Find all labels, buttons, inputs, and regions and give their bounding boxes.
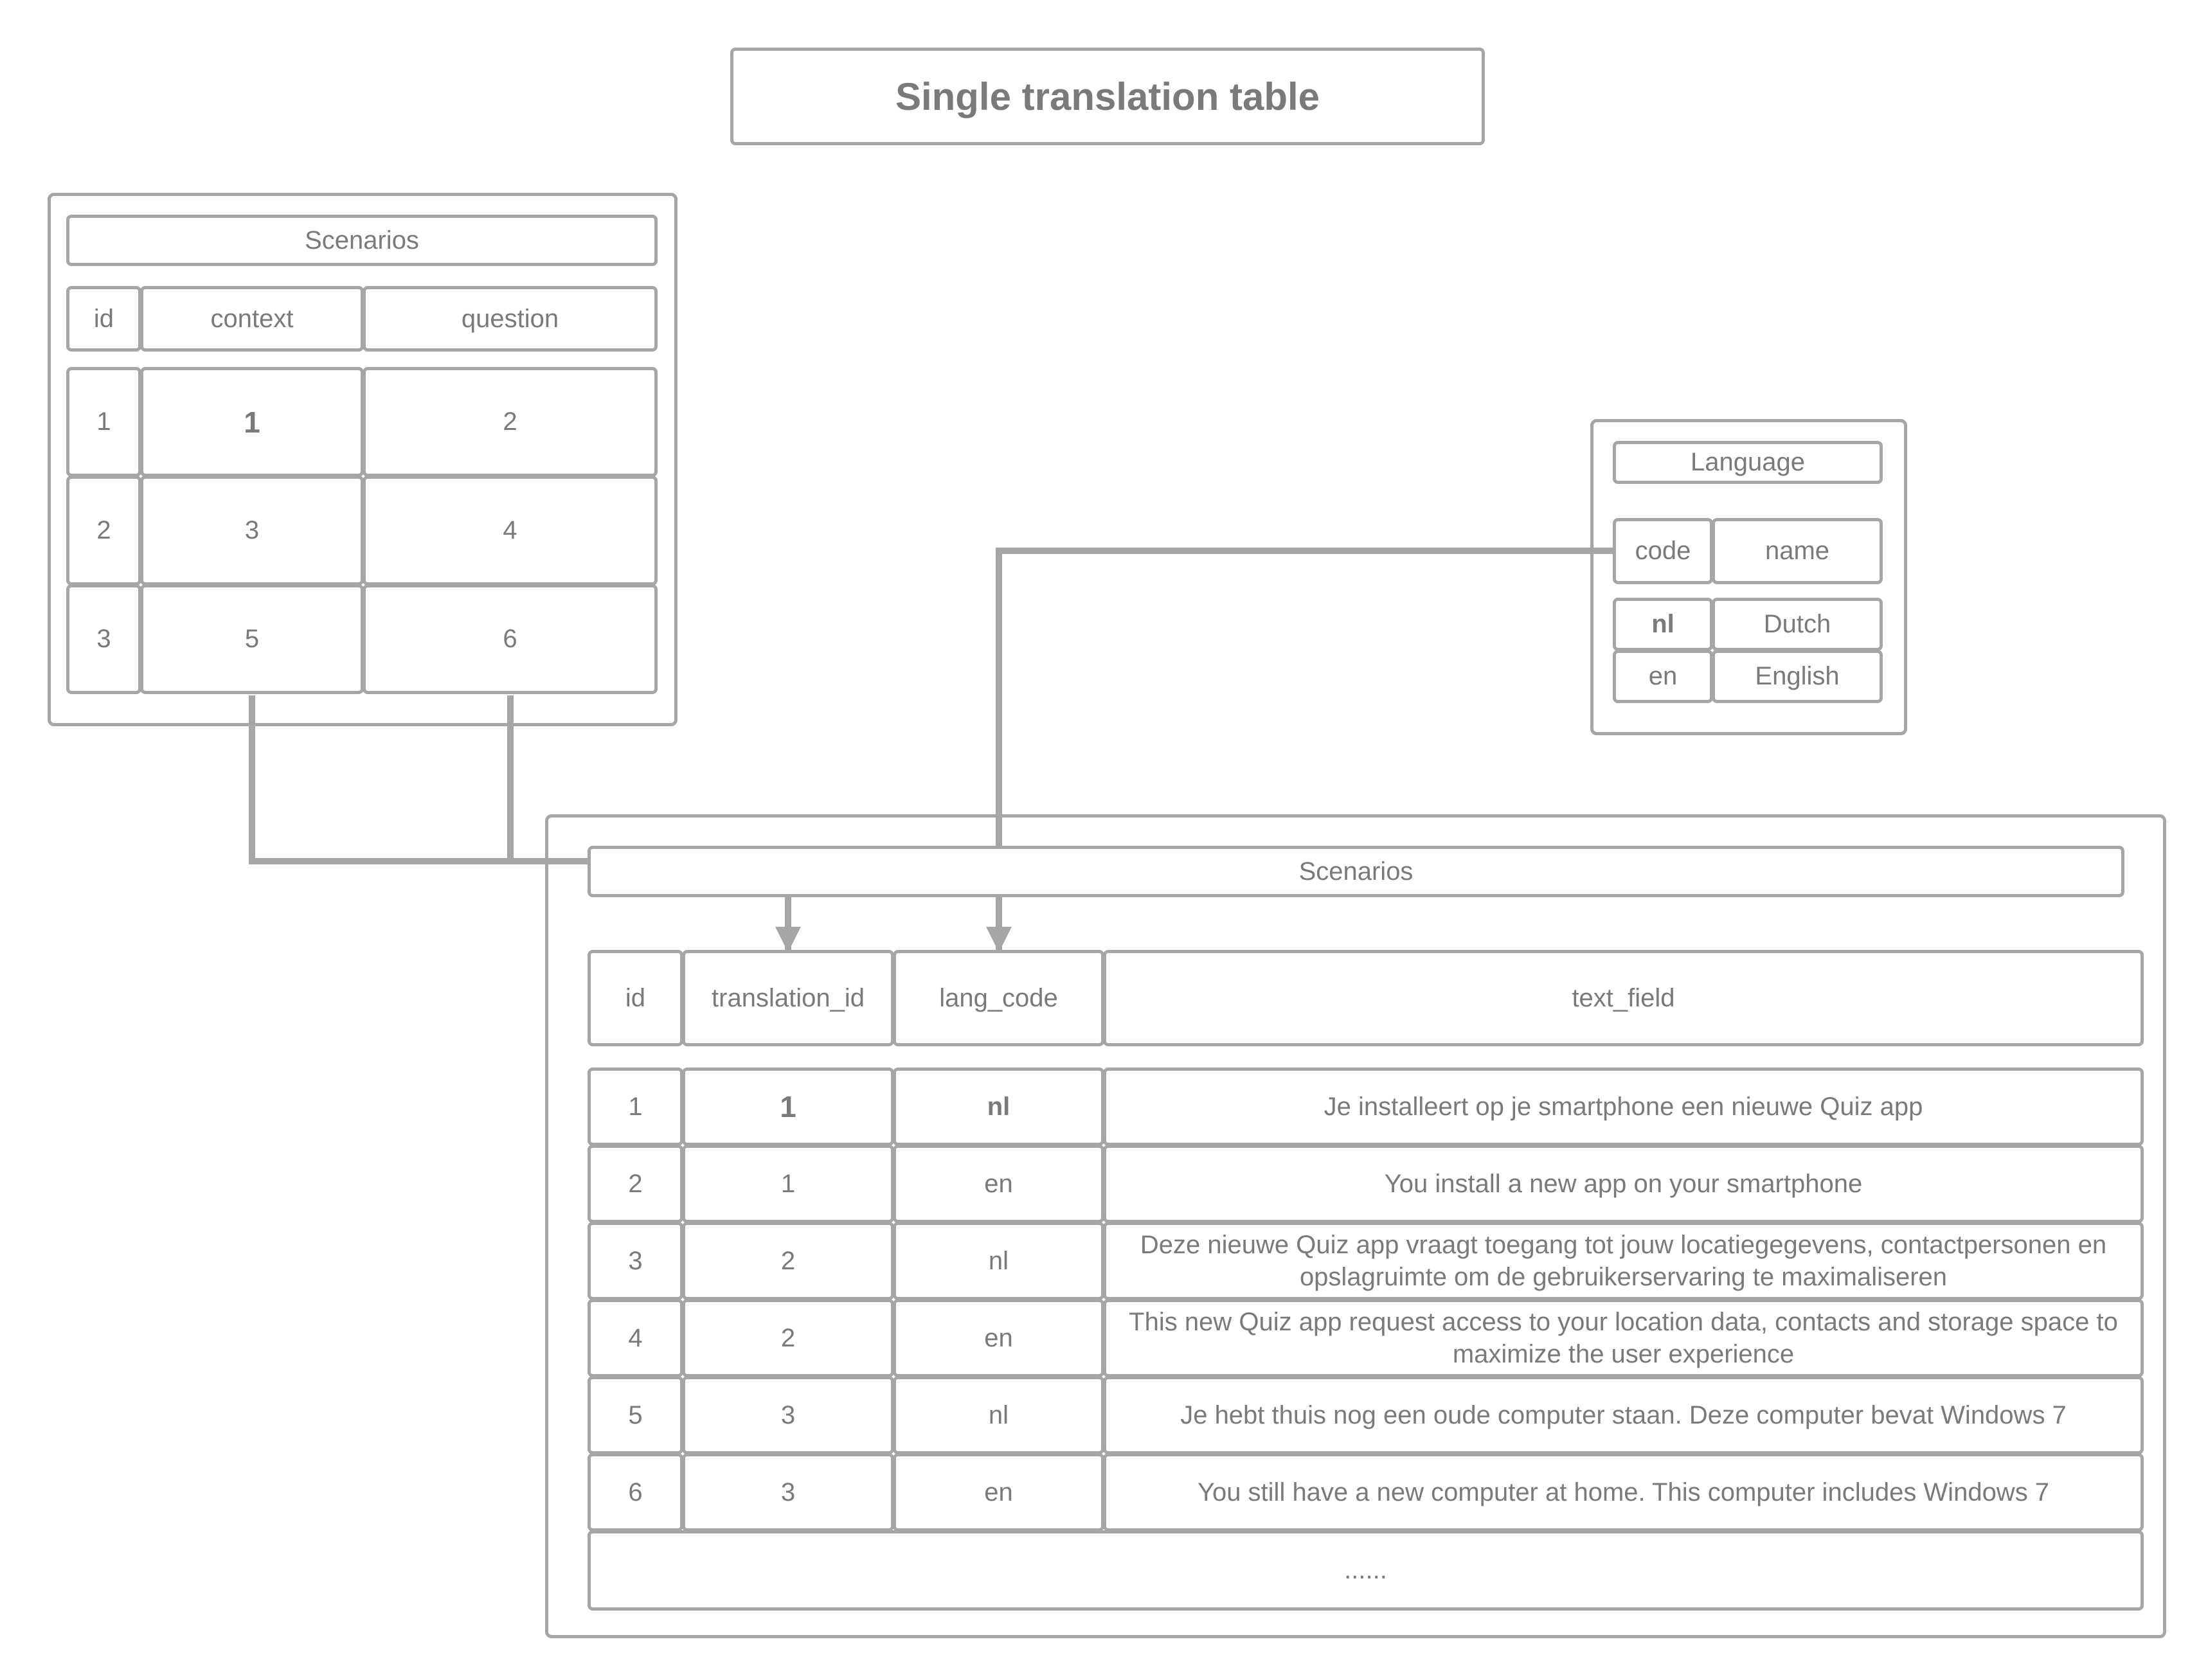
scenarios-top-row-2-context: 3 (140, 476, 364, 585)
translations-row-3-text-field: Deze nieuwe Quiz app vraagt toegang tot jouw locatiegegevens, contactpersonen en opslagruimte om de gebruikerservaring te maximaliseren (1103, 1222, 2144, 1300)
translations-row-1-translation-id: 1 (682, 1068, 894, 1146)
scenarios-top-row-3-id: 3 (66, 584, 141, 694)
translations-row-3-lang-code: nl (893, 1222, 1104, 1300)
language-title: Language (1613, 441, 1883, 484)
diagram-title-box (730, 48, 1485, 145)
translations-row-2-lang-code: en (893, 1145, 1104, 1223)
language-row-2-name: English (1712, 650, 1883, 703)
translations-header-translation-id: translation_id (682, 950, 894, 1046)
translations-row-1-text-field: Je installeert op je smartphone een nieuwe Quiz app (1103, 1068, 2144, 1146)
translations-row-1-lang-code: nl (893, 1068, 1104, 1146)
scenarios-top-row-1-id: 1 (66, 367, 141, 477)
translations-row-5-id: 5 (588, 1376, 683, 1454)
scenarios-top-row-1-question: 2 (363, 367, 658, 477)
translations-row-1-id: 1 (588, 1068, 683, 1146)
translations-row-4-id: 4 (588, 1299, 683, 1377)
scenarios-top-row-1-context: 1 (140, 367, 364, 477)
scenarios-top-header-id: id (66, 286, 141, 352)
translations-row-6-translation-id: 3 (682, 1453, 894, 1532)
language-header-name: name (1712, 518, 1883, 584)
translations-row-2-translation-id: 1 (682, 1145, 894, 1223)
translations-row-5-translation-id: 3 (682, 1376, 894, 1454)
translations-row-3-translation-id: 2 (682, 1222, 894, 1300)
scenarios-top-row-2-id: 2 (66, 476, 141, 585)
scenarios-top-header-question: question (363, 286, 658, 352)
translations-row-5-text-field: Je hebt thuis nog een oude computer staan. Deze computer bevat Windows 7 (1103, 1376, 2144, 1454)
translations-row-3-id: 3 (588, 1222, 683, 1300)
scenarios-top-row-3-context: 5 (140, 584, 364, 694)
translations-title: Scenarios (588, 846, 2124, 897)
scenarios-top-row-3-question: 6 (363, 584, 658, 694)
translations-row-6-id: 6 (588, 1453, 683, 1532)
scenarios-top-row-2-question: 4 (363, 476, 658, 585)
translations-row-4-translation-id: 2 (682, 1299, 894, 1377)
scenarios-top-title: Scenarios (66, 215, 658, 266)
language-row-2-code: en (1613, 650, 1713, 703)
translations-row-4-text-field: This new Quiz app request access to your location data, contacts and storage space to maximize the user experience (1103, 1299, 2144, 1377)
scenarios-top-header-context: context (140, 286, 364, 352)
language-row-1-name: Dutch (1712, 598, 1883, 651)
translations-header-text-field: text_field (1103, 950, 2144, 1046)
translations-header-id: id (588, 950, 683, 1046)
diagram-title: Single translation table (895, 75, 1320, 118)
translations-row-2-id: 2 (588, 1145, 683, 1223)
translations-row-5-lang-code: nl (893, 1376, 1104, 1454)
language-header-code: code (1613, 518, 1713, 584)
translations-row-4-lang-code: en (893, 1299, 1104, 1377)
translations-header-lang-code: lang_code (893, 950, 1104, 1046)
translations-row-6-text-field: You still have a new computer at home. This computer includes Windows 7 (1103, 1453, 2144, 1532)
translations-row-6-lang-code: en (893, 1453, 1104, 1532)
translations-ellipsis-row: ...... (588, 1530, 2144, 1611)
translations-row-2-text-field: You install a new app on your smartphone (1103, 1145, 2144, 1223)
language-row-1-code: nl (1613, 598, 1713, 651)
